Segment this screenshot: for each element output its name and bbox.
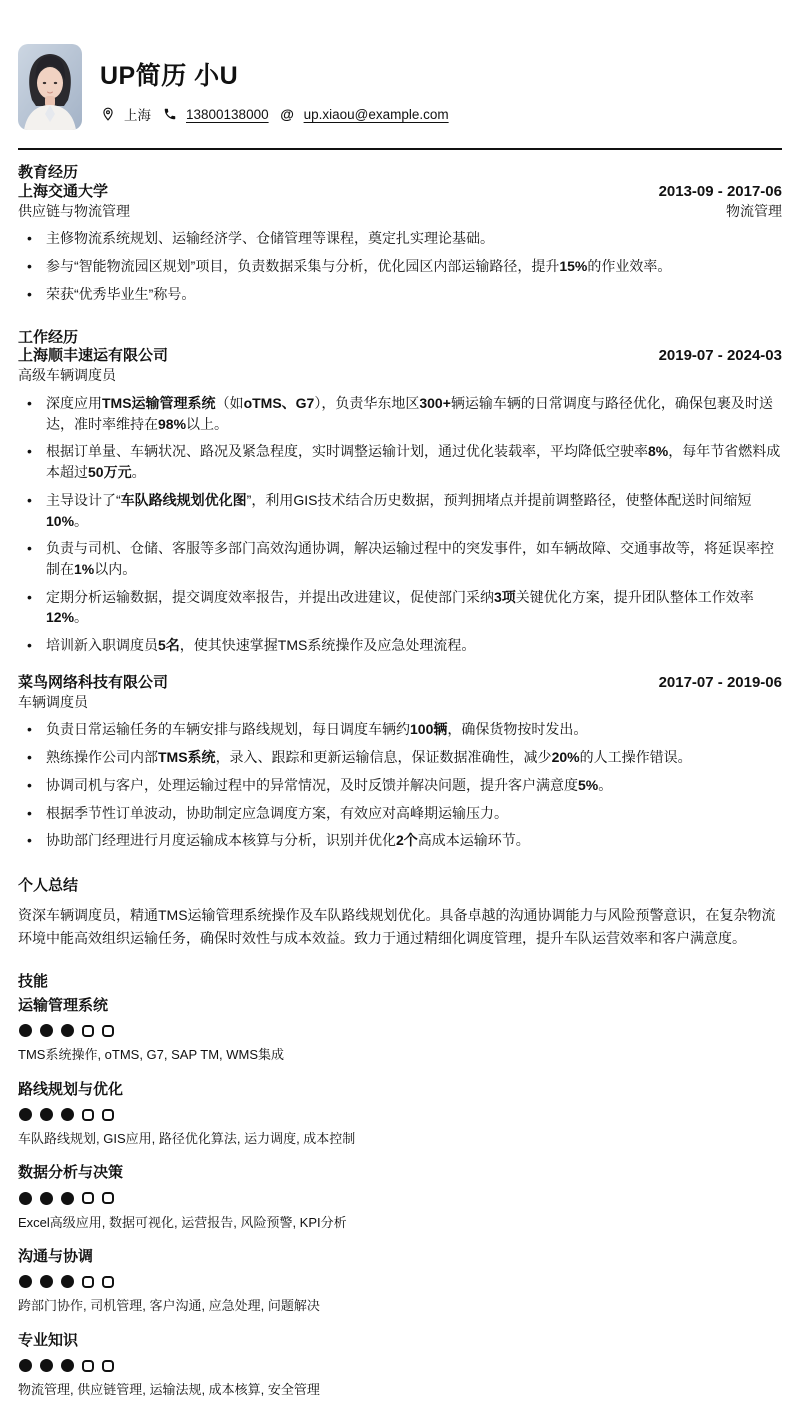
entry-subheader-row (18, 693, 782, 712)
bullet-item: • 主导设计了“车队路线规划优化图”，利用GIS技术结合历史数据，预判拥堵点并提前调整路径，使整体配送时间缩短10%。 (18, 490, 782, 531)
bullet-item: • 荣获“优秀毕业生”称号。 (18, 284, 782, 305)
resume-entry (18, 674, 782, 851)
rating-dot-empty (102, 1025, 114, 1037)
bullet-list (18, 393, 782, 656)
entry-subheader-row (18, 366, 782, 385)
org-name: 菜鸟网络科技有限公司 (18, 673, 169, 691)
skill-item (18, 1247, 782, 1316)
rating-dot-empty (82, 1276, 94, 1288)
rating-dot-filled (19, 1275, 32, 1288)
skill-item (18, 1080, 782, 1149)
skill-keywords: 物流管理, 供应链管理, 运输法规, 成本核算, 安全管理 (18, 1382, 320, 1398)
rating-dot-filled (40, 1359, 53, 1372)
contact-row (100, 104, 449, 124)
bullet-item: • 协助部门经理进行月度运输成本核算与分析，识别并优化2个高成本运输环节。 (18, 830, 782, 851)
rating-dot-filled (61, 1108, 74, 1121)
skill-name: 专业知识 (18, 1331, 79, 1349)
skill-rating (19, 1108, 782, 1121)
email-link[interactable]: up.xiaou@example.com (303, 106, 449, 122)
rating-dot-empty (102, 1192, 114, 1204)
entry-period: 2013-09 - 2017-06 (658, 182, 782, 200)
summary-title: 个人总结 (18, 877, 79, 895)
bullet-item: • 负责日常运输任务的车辆安排与路线规划，每日调度车辆约100辆，确保货物按时发出。 (18, 719, 782, 740)
location-text: 上海 (124, 108, 151, 123)
rating-dot-filled (19, 1192, 32, 1205)
rating-dot-empty (82, 1360, 94, 1372)
work-title: 工作经历 (18, 328, 79, 346)
bullet-item: • 主修物流系统规划、运输经济学、仓储管理等课程，奠定扎实理论基础。 (18, 228, 782, 249)
skill-item (18, 1331, 782, 1400)
bullet-item: • 参与“智能物流园区规划”项目，负责数据采集与分析，优化园区内部运输路径，提升15%的作业效率。 (18, 256, 782, 277)
location-pin-icon (100, 107, 115, 122)
skill-rating (19, 1359, 782, 1372)
org-name: 上海顺丰速运有限公司 (18, 347, 169, 365)
skill-name: 数据分析与决策 (18, 1164, 124, 1182)
skills-title: 技能 (18, 973, 49, 991)
phone-link[interactable]: 13800138000 (186, 106, 269, 122)
bullet-item: • 根据订单量、车辆状况、路况及紧急程度，实时调整运输计划，通过优化装载率，平均降低空驶率8%，每年节省燃料成本超过50万元。 (18, 441, 782, 482)
phone-icon (162, 107, 177, 122)
section-summary (18, 877, 782, 949)
entry-role: 车辆调度员 (18, 693, 88, 710)
rating-dot-empty (82, 1025, 94, 1037)
rating-dot-filled (61, 1024, 74, 1037)
rating-dot-filled (40, 1275, 53, 1288)
rating-dot-filled (19, 1024, 32, 1037)
bullet-item: • 负责与司机、仓储、客服等多部门高效沟通协调，解决运输过程中的突发事件，如车辆故障、交通事故等，将延误率控制在1%以内。 (18, 538, 782, 579)
skill-rating (19, 1192, 782, 1205)
header-main (100, 44, 449, 124)
resume-entry (18, 183, 782, 305)
bullet-item: • 培训新入职调度员5名，使其快速掌握TMS系统操作及应急处理流程。 (18, 635, 782, 656)
bullet-item: • 根据季节性订单波动，协助制定应急调度方案，有效应对高峰期运输压力。 (18, 803, 782, 824)
rating-dot-filled (40, 1024, 53, 1037)
entry-role: 高级车辆调度员 (18, 367, 116, 384)
bullet-list (18, 719, 782, 851)
bullet-item: • 深度应用TMS运输管理系统（如oTMS、G7），负责华东地区300+辆运输车辆的日常调度与路径优化，确保包裹及时送达，准时率维持在98%以上。 (18, 393, 782, 434)
bullet-item: • 熟练操作公司内部TMS系统，录入、跟踪和更新运输信息，保证数据准确性，减少20%的人工操作错误。 (18, 747, 782, 768)
skill-item (18, 1163, 782, 1232)
entry-header-row (18, 183, 782, 202)
skill-keywords: 跨部门协作, 司机管理, 客户沟通, 应急处理, 问题解决 (18, 1298, 320, 1314)
resume-header (18, 0, 782, 130)
skill-keywords: 车队路线规划, GIS应用, 路径优化算法, 运力调度, 成本控制 (18, 1131, 356, 1147)
section-work (18, 329, 782, 852)
entry-period: 2017-07 - 2019-06 (658, 673, 782, 691)
education-title: 教育经历 (18, 164, 79, 181)
bullet-item: • 协调司机与客户，处理运输过程中的异常情况，及时反馈并解决问题，提升客户满意度5%。 (18, 775, 782, 796)
rating-dot-empty (102, 1276, 114, 1288)
entry-subheader-row (18, 202, 782, 221)
section-education (18, 164, 782, 305)
entry-degree: 物流管理 (726, 202, 782, 219)
at-sign-icon: @ (280, 106, 294, 122)
portrait-photo-graphic (18, 44, 82, 130)
rating-dot-filled (19, 1359, 32, 1372)
skill-rating (19, 1024, 782, 1037)
entry-header-row (18, 674, 782, 693)
section-skills (18, 973, 782, 1399)
rating-dot-filled (61, 1359, 74, 1372)
work-entries (18, 347, 782, 851)
rating-dot-empty (102, 1109, 114, 1121)
skills-list (18, 996, 782, 1399)
rating-dot-filled (61, 1275, 74, 1288)
skill-item (18, 996, 782, 1065)
rating-dot-empty (82, 1192, 94, 1204)
summary-text: 资深车辆调度员，精通TMS运输管理系统操作及车队路线规划优化。具备卓越的沟通协调能力与风险预警意识，在复杂物流环境中能高效组织运输任务，确保时效性与成本效益。致力于通过精细化调度管理，提升车队运营效率和客户满意度。 (18, 906, 776, 946)
education-entries (18, 183, 782, 305)
skill-name: 运输管理系统 (18, 996, 109, 1014)
rating-dot-filled (40, 1192, 53, 1205)
rating-dot-filled (40, 1108, 53, 1121)
skill-name: 路线规划与优化 (18, 1080, 124, 1098)
skill-keywords: TMS系统操作, oTMS, G7, SAP TM, WMS集成 (18, 1047, 285, 1063)
entry-period: 2019-07 - 2024-03 (658, 347, 782, 365)
candidate-name: UP简历 小U (100, 62, 239, 90)
resume-entry (18, 347, 782, 656)
entry-role: 供应链与物流管理 (18, 202, 130, 219)
header-divider (18, 148, 782, 150)
skill-keywords: Excel高级应用, 数据可视化, 运营报告, 风险预警, KPI分析 (18, 1214, 347, 1230)
skill-name: 沟通与协调 (18, 1247, 94, 1265)
rating-dot-empty (82, 1109, 94, 1121)
skill-rating (19, 1275, 782, 1288)
avatar (18, 44, 82, 130)
entry-header-row (18, 347, 782, 366)
bullet-item: • 定期分析运输数据，提交调度效率报告，并提出改进建议，促使部门采纳3项关键优化方案，提升团队整体工作效率12%。 (18, 587, 782, 628)
org-name: 上海交通大学 (18, 182, 109, 200)
rating-dot-filled (61, 1192, 74, 1205)
bullet-list (18, 228, 782, 304)
rating-dot-filled (19, 1108, 32, 1121)
rating-dot-empty (102, 1360, 114, 1372)
